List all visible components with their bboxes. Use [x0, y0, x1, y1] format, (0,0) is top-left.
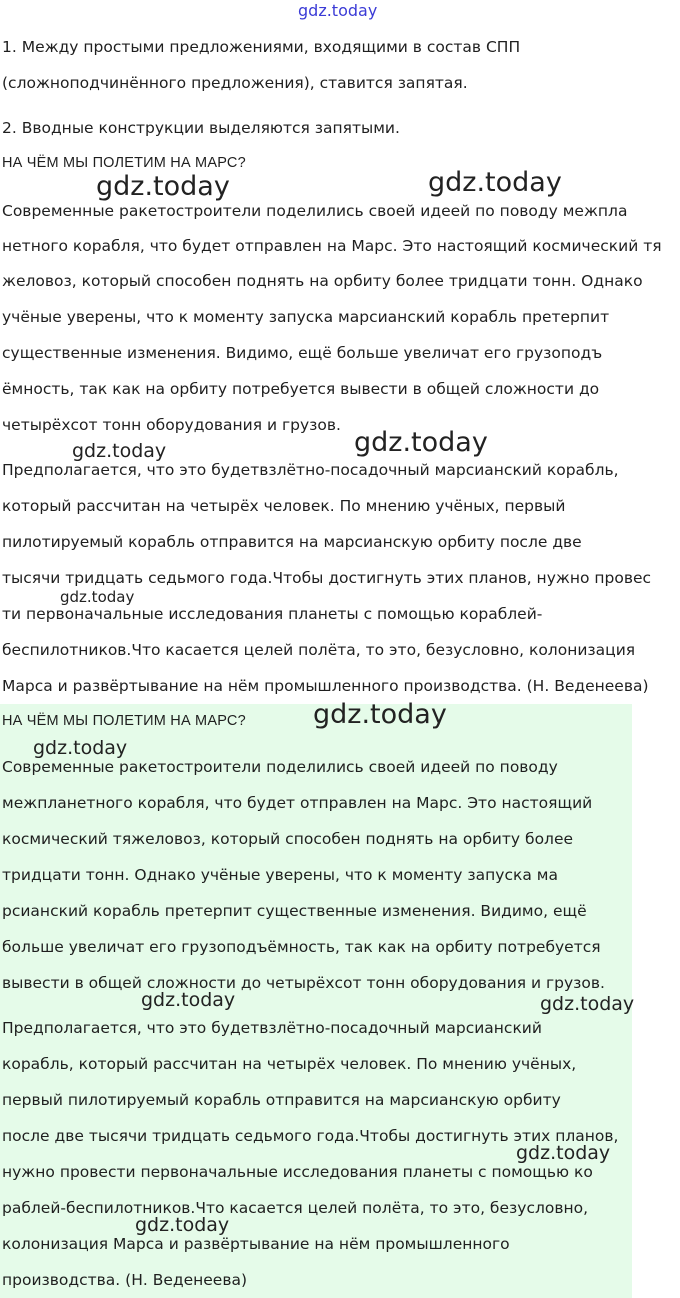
text-line: корабль, который рассчитан на четырёх человек. По мнению учёных, — [2, 1055, 577, 1073]
text-line: ёмность, так как на орбиту потребуется вывести в общей сложности до — [2, 380, 600, 398]
text-line: больше увеличат его грузоподъёмность, так как на орбиту потребуется — [2, 938, 601, 956]
text-line: нужно провести первоначальные исследования планеты с помощью ко — [2, 1163, 593, 1181]
text-line: Предполагается, что это будетвзлётно-посадочный марсианский корабль, — [2, 461, 619, 479]
watermark: gdz.today — [141, 989, 236, 1011]
watermark: gdz.today — [354, 427, 488, 458]
text-line: Предполагается, что это будетвзлётно-посадочный марсианский — [2, 1019, 542, 1037]
rule-line: 2. Вводные конструкции выделяются запятыми. — [2, 119, 400, 137]
text-line: ти первоначальные исследования планеты с помощью кораблей- — [2, 605, 543, 623]
rule-line: (сложноподчинённого предложения), ставится запятая. — [2, 74, 468, 92]
text-line: рсианский корабль претерпит существенные изменения. Видимо, ещё — [2, 902, 587, 920]
text-line: четырёхсот тонн оборудования и грузов. — [2, 416, 341, 434]
text-line: существенные изменения. Видимо, ещё больше увеличат его грузоподъ — [2, 344, 603, 362]
watermark: gdz.today — [135, 1214, 230, 1236]
section-heading: НА ЧЁМ МЫ ПОЛЕТИМ НА МАРС? — [2, 713, 246, 729]
watermark: gdz.today — [313, 699, 447, 730]
watermark: gdz.today — [96, 171, 230, 202]
section-heading: НА ЧЁМ МЫ ПОЛЕТИМ НА МАРС? — [2, 155, 246, 171]
text-line: желовоз, который способен поднять на орбиту более тридцати тонн. Однако — [2, 272, 643, 290]
text-line: раблей-беспилотников.Что касается целей полёта, то это, безусловно, — [2, 1199, 589, 1217]
text-line: тысячи тридцать седьмого года.Чтобы достигнуть этих планов, нужно провес — [2, 569, 652, 587]
text-line: который рассчитан на четырёх человек. По мнению учёных, первый — [2, 497, 566, 515]
text-line: производства. (Н. Веденеева) — [2, 1271, 248, 1289]
text-line: колонизация Марса и развёртывание на нём промышленного — [2, 1235, 510, 1253]
text-line: учёные уверены, что к моменту запуска марсианский корабль претерпит — [2, 308, 610, 326]
watermark-top: gdz.today — [298, 1, 378, 20]
text-line: после две тысячи тридцать седьмого года.Чтобы достигнуть этих планов, — [2, 1127, 619, 1145]
text-line: Современные ракетостроители поделились своей идеей по поводу межпла — [2, 202, 628, 220]
rule-line: 1. Между простыми предложениями, входящими в состав СПП — [2, 38, 521, 56]
watermark: gdz.today — [33, 737, 128, 759]
watermark: gdz.today — [428, 167, 562, 198]
text-line: космический тяжеловоз, который способен поднять на орбиту более — [2, 830, 574, 848]
text-line: беспилотников.Что касается целей полёта, то это, безусловно, колонизация — [2, 641, 636, 659]
text-line: Марса и развёртывание на нём промышленного производства. (Н. Веденеева) — [2, 677, 649, 695]
text-line: вывести в общей сложности до четырёхсот тонн оборудования и грузов. — [2, 974, 605, 992]
text-line: тридцати тонн. Однако учёные уверены, что к моменту запуска ма — [2, 866, 558, 884]
text-line: Современные ракетостроители поделились своей идеей по поводу — [2, 758, 558, 776]
watermark: gdz.today — [72, 440, 167, 462]
text-line: пилотируемый корабль отправится на марсианскую орбиту после две — [2, 533, 582, 551]
text-line: первый пилотируемый корабль отправится на марсианскую орбиту — [2, 1091, 561, 1109]
text-line: межпланетного корабля, что будет отправлен на Марс. Это настоящий — [2, 794, 593, 812]
watermark: gdz.today — [516, 1142, 611, 1164]
text-line: нетного корабля, что будет отправлен на Марс. Это настоящий космический тя — [2, 237, 662, 255]
watermark: gdz.today — [60, 588, 135, 606]
watermark: gdz.today — [540, 993, 635, 1015]
